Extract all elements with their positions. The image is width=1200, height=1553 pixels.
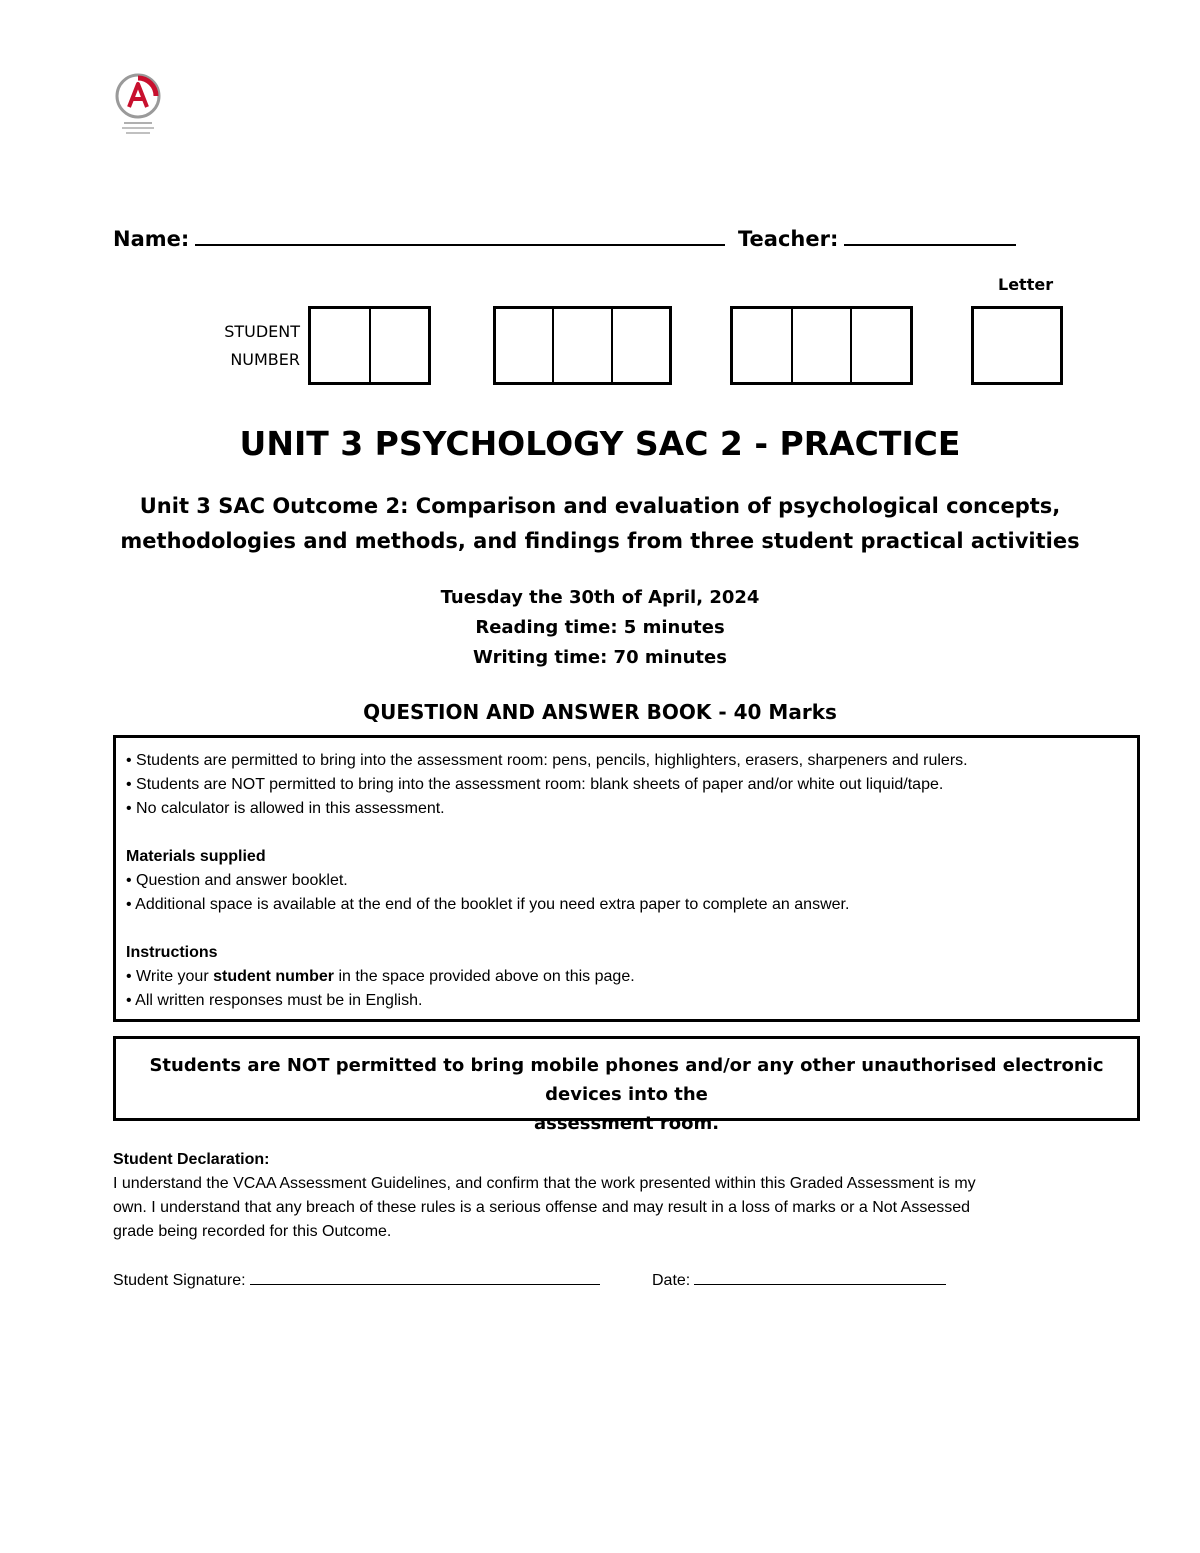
letter-box-cell[interactable] xyxy=(974,309,1060,382)
book-heading: QUESTION AND ANSWER BOOK - 40 Marks xyxy=(363,700,837,724)
instruction-bold: student number xyxy=(213,968,334,985)
subtitle-line-1: Unit 3 SAC Outcome 2: Comparison and evaluation of psychological concepts, xyxy=(139,494,1061,518)
phone-notice-box xyxy=(113,1036,1140,1134)
digit-box[interactable] xyxy=(496,309,554,382)
materials-item: • Additional space is available at the end of the booklet if you need extra paper to complete an answer. xyxy=(126,896,850,913)
name-field-row xyxy=(113,226,725,251)
student-number-group-1 xyxy=(308,306,431,385)
instruction-text: • Write your xyxy=(126,968,214,985)
digit-box[interactable] xyxy=(793,309,853,382)
instructions-heading: Instructions xyxy=(126,944,218,961)
student-declaration xyxy=(113,1148,1093,1244)
declaration-text: own. I understand that any breach of these rules is a serious offense and may result in a loss of marks or a Not Assessed xyxy=(113,1199,971,1216)
signature-row xyxy=(113,1268,600,1290)
phone-notice-line-1: Students are NOT permitted to bring mobile phones and/or any other unauthorised electronic devices into the xyxy=(149,1055,1104,1105)
subtitle-line-2: methodologies and methods, and findings from three student practical activities xyxy=(120,529,1080,553)
digit-box[interactable] xyxy=(371,309,429,382)
teacher-label: Teacher: xyxy=(738,227,839,251)
exam-date: Tuesday the 30th of April, 2024 xyxy=(440,587,760,608)
letter-box xyxy=(971,306,1063,385)
date-row xyxy=(652,1268,946,1290)
declaration-text: I understand the VCAA Assessment Guidelines, and confirm that the work presented within this Graded Assessment is my xyxy=(113,1175,976,1192)
student-number-label-line2: NUMBER xyxy=(230,350,300,369)
school-logo xyxy=(110,70,170,140)
page-title: UNIT 3 PSYCHOLOGY SAC 2 - PRACTICE xyxy=(239,424,961,463)
materials-heading: Materials supplied xyxy=(126,848,266,865)
student-number-group-2 xyxy=(493,306,672,385)
digit-box[interactable] xyxy=(613,309,669,382)
page-subtitle xyxy=(0,489,1200,559)
letter-label: Letter xyxy=(998,275,1054,294)
instruction-item xyxy=(126,965,1127,989)
instruction-text: in the space provided above on this page. xyxy=(334,968,635,985)
declaration-heading: Student Declaration: xyxy=(113,1151,270,1168)
digit-box[interactable] xyxy=(852,309,910,382)
name-blank[interactable] xyxy=(195,226,725,246)
rules-box xyxy=(113,735,1140,1022)
rule-calculator: • No calculator is allowed in this assessment. xyxy=(126,800,445,817)
signature-label: Student Signature: xyxy=(113,1272,246,1289)
schedule xyxy=(0,583,1200,673)
student-number-label-line1: STUDENT xyxy=(224,322,300,341)
name-label: Name: xyxy=(113,227,190,251)
digit-box[interactable] xyxy=(733,309,793,382)
writing-time: Writing time: 70 minutes xyxy=(473,647,727,668)
teacher-field-row xyxy=(738,226,1016,251)
phone-notice-line-2: assessment room. xyxy=(533,1113,720,1134)
teacher-blank[interactable] xyxy=(844,226,1016,246)
digit-box[interactable] xyxy=(311,309,371,382)
digit-box[interactable] xyxy=(554,309,612,382)
date-label: Date: xyxy=(652,1272,691,1289)
date-blank[interactable] xyxy=(694,1268,946,1285)
materials-item: • Question and answer booklet. xyxy=(126,872,348,889)
rule-not-permitted: • Students are NOT permitted to bring into the assessment room: blank sheets of paper and/or white out liquid/tape. xyxy=(126,776,944,793)
signature-blank[interactable] xyxy=(250,1268,600,1285)
rule-permitted: • Students are permitted to bring into the assessment room: pens, pencils, highlighters, erasers, sharpeners and rulers. xyxy=(126,752,968,769)
student-number-label xyxy=(210,318,300,374)
declaration-text: grade being recorded for this Outcome. xyxy=(113,1223,392,1240)
student-number-group-3 xyxy=(730,306,913,385)
reading-time: Reading time: 5 minutes xyxy=(475,617,725,638)
instruction-item: • All written responses must be in English. xyxy=(126,992,423,1009)
